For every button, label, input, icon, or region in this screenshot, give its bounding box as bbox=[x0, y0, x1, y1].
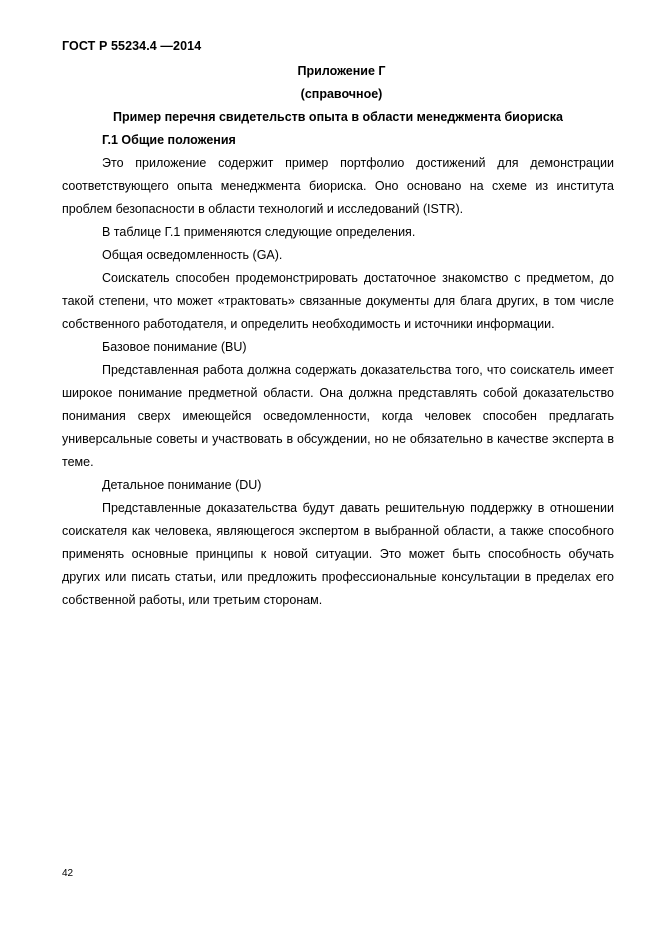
page-number: 42 bbox=[62, 868, 74, 879]
document-header: ГОСТ Р 55234.4 —2014 bbox=[62, 39, 202, 53]
appendix-title: Приложение Г bbox=[297, 64, 386, 78]
definition-detailed-understanding: Представленные доказательства будут давать решительную поддержку в отношении соискателя как человека, являющегося экспертом в выбранной области, а также способного применять основные принципы к новой ситуации. Это может быть способность обучать других или писать статьи, или предложить профессиональные консультации в пределах его собственной работы, или третьим сторонам. bbox=[62, 501, 614, 607]
term-general-awareness: Общая осведомленность (GA). bbox=[102, 248, 283, 262]
definition-basic-understanding: Представленная работа должна содержать доказательства того, что соискатель имеет широкое понимание предметной области. Она должна представлять собой доказательство понимания сверх имеющейся осведомленности, когда человек способен предлагать универсальные советы и участвовать в обсуждении, но не обязательно в качестве эксперта в теме. bbox=[62, 363, 614, 469]
term-detailed-understanding: Детальное понимание (DU) bbox=[102, 478, 262, 492]
paragraph-table-definitions: В таблице Г.1 применяются следующие определения. bbox=[102, 225, 416, 239]
section-heading: Г.1 Общие положения bbox=[102, 133, 236, 147]
definition-general-awareness: Соискатель способен продемонстрировать достаточное знакомство с предметом, до такой степени, что может «трактовать» связанные документы для блага других, в том числе собственного работодателя, и определить необходимость и источники информации. bbox=[62, 271, 614, 331]
appendix-heading: Пример перечня свидетельств опыта в области менеджмента биориска bbox=[113, 110, 563, 124]
page-content bbox=[62, 60, 614, 612]
paragraph-intro: Это приложение содержит пример портфолио достижений для демонстрации соответствующего опыта менеджмента биориска. Оно основано на схеме из института проблем безопасности в области технологий и исследований (ISTR). bbox=[62, 156, 614, 216]
term-basic-understanding: Базовое понимание (BU) bbox=[102, 340, 247, 354]
appendix-status: (справочное) bbox=[300, 87, 383, 101]
